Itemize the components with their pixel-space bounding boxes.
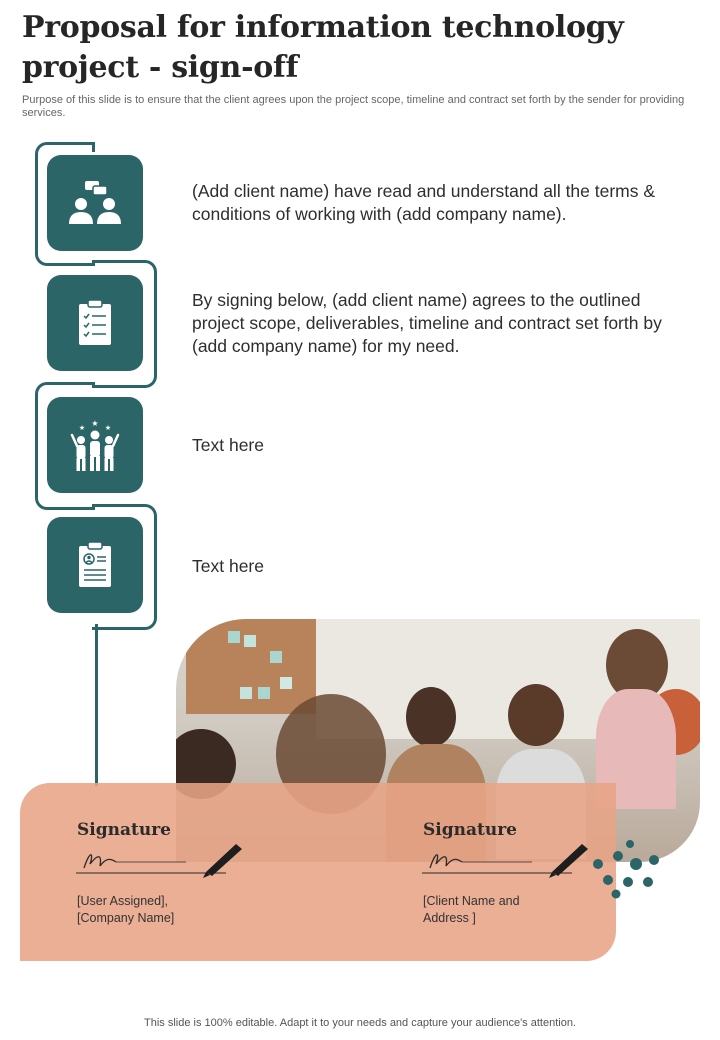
signature-details-user [77, 893, 174, 927]
page-subtitle: Purpose of this slide is to ensure that the client agrees upon the project scope, timeline and contract set forth by the sender for providing services. [22, 94, 685, 119]
page-title: Proposal for information technology project - sign-off [22, 10, 624, 85]
decorative-dots [588, 836, 668, 906]
item-text-2: By signing below, (add client name) agrees to the outlined project scope, deliverables, timeline and contract set forth by (add company name) for my need. [192, 290, 662, 356]
signature-title-user: Signature [77, 820, 171, 840]
signature-details-client [423, 893, 520, 927]
team-tile [47, 397, 143, 493]
item-text-1: (Add client name) have read and understand all the terms & conditions of working with (add company name). [192, 181, 656, 224]
celebrating-team-icon [70, 418, 120, 472]
signature-client-line1: [Client Name and [423, 894, 520, 908]
clipboard-tile [47, 275, 143, 371]
meeting-people-icon [67, 180, 123, 226]
signature-client-line2: Address ] [423, 911, 476, 925]
meeting-tile [47, 155, 143, 251]
connector-line-2 [92, 142, 95, 152]
item-text-4: Text here [192, 556, 264, 576]
footer-note: This slide is 100% editable. Adapt it to your needs and capture your audience's attention. [144, 1017, 576, 1029]
profile-clipboard-icon [75, 541, 115, 589]
signature-pen-icon [422, 840, 592, 880]
signature-user-line2: [Company Name] [77, 911, 175, 925]
svg-text:★: ★ [104, 424, 112, 432]
connector-line-6 [95, 624, 98, 786]
svg-text:★: ★ [78, 424, 86, 432]
clipboard-checklist-icon [75, 299, 115, 347]
signature-user-line1: [User Assigned], [77, 894, 169, 908]
svg-text:★: ★ [91, 419, 99, 428]
signature-title-client: Signature [423, 820, 517, 840]
profile-tile [47, 517, 143, 613]
item-text-3: Text here [192, 435, 264, 455]
signature-pen-icon [76, 840, 246, 880]
